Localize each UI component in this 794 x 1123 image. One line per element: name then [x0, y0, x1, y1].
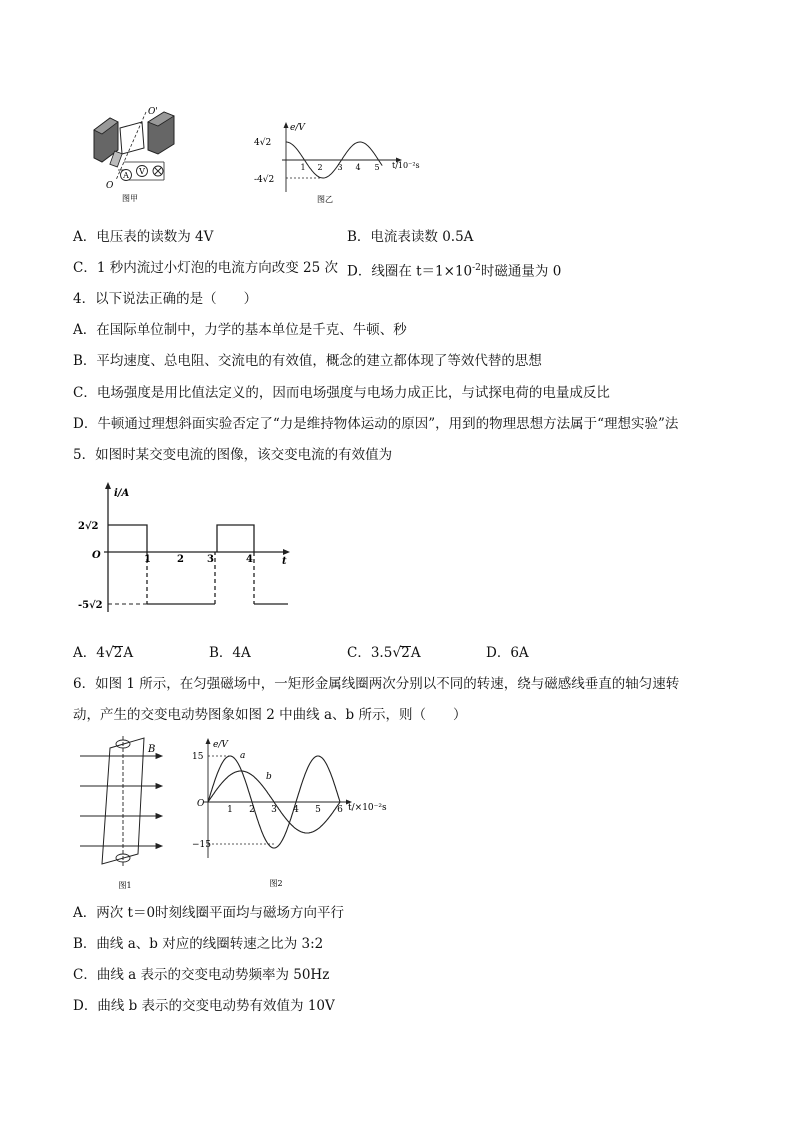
q4-stem: 4．以下说法正确的是（ ） — [73, 291, 258, 307]
q5-square-wave-graph — [76, 482, 298, 617]
yi-y-max-label: 4√2 — [254, 138, 272, 148]
fig2-curve-a-label: a — [240, 751, 246, 761]
yi-tick-2: 2 — [317, 163, 323, 172]
q6-option-c[interactable]: C．曲线 a 表示的交变电动势频率为 50Hz — [73, 967, 330, 983]
q5-tick-4: 4 — [246, 554, 253, 565]
q5-y-max-label: 2√2 — [78, 521, 99, 532]
q3-option-d[interactable]: D．线圈在 $t=1\times 10^{-2}$时磁通量为 0 — [347, 263, 562, 280]
fig-jia-caption: 图甲 — [122, 194, 138, 203]
q6-fig1-rotating-coil — [78, 734, 178, 894]
q5-option-c[interactable]: C．3.5√2A — [347, 645, 421, 661]
q6-fig2-emf-graph — [190, 738, 390, 890]
fig-yi-graph — [252, 120, 420, 206]
q3-option-a[interactable]: A．电压表的读数为 4V — [73, 229, 214, 245]
q4-option-b[interactable]: B．平均速度、总电阻、交流电的有效值，概念的建立都体现了等效代替的思想 — [73, 353, 542, 369]
o-prime-label: O' — [148, 107, 158, 117]
q6-option-a[interactable]: A．两次 t＝0时刻线圈平面均与磁场方向平行 — [73, 905, 345, 921]
fig2-y-min-label: −15 — [192, 840, 211, 850]
fig2-tick-1: 1 — [227, 805, 233, 815]
q5-option-d[interactable]: D．6A — [486, 645, 529, 661]
fig2-x-axis-label: t/×10⁻²s — [348, 803, 387, 813]
q4-option-d[interactable]: D．牛顿通过理想斜面实验否定了“力是维持物体运动的原因”，用到的物理思想方法属于“理想实验”法 — [73, 416, 679, 432]
yi-tick-4: 4 — [355, 163, 361, 172]
fig2-y-axis-label: e/V — [213, 740, 228, 750]
fig2-y-max-label: 15 — [192, 752, 204, 762]
q4-option-c[interactable]: C．电场强度是用比值法定义的，因而电场强度与电场力成正比，与试探电荷的电量成反比 — [73, 385, 610, 401]
yi-y-min-label: -4√2 — [254, 175, 275, 185]
meter-v-label: V — [139, 167, 145, 176]
yi-y-axis-label: e/V — [290, 123, 305, 133]
q6-stem-line-1: 6．如图 1 所示，在匀强磁场中，一矩形金属线圈两次分别以不同的转速，绕与磁感线垂直的轴匀速转 — [73, 676, 680, 692]
q5-y-axis-label: i/A — [114, 488, 130, 499]
q6-option-d[interactable]: D．曲线 b 表示的交变电动势有效值为 10V — [73, 998, 335, 1014]
fig2-curve-b-label: b — [266, 772, 272, 782]
q5-option-b[interactable]: B．4A — [209, 645, 251, 661]
q3-option-b[interactable]: B．电流表读数 0.5A — [347, 229, 474, 245]
q5-tick-2: 2 — [177, 554, 184, 565]
fig-jia-generator — [90, 108, 180, 203]
yi-tick-5: 5 — [374, 163, 380, 172]
fig2-tick-2: 2 — [249, 805, 255, 815]
q5-tick-1: 1 — [144, 554, 151, 565]
meter-a-label: A — [123, 171, 129, 180]
q5-y-min-label: -5√2 — [78, 600, 103, 611]
fig2-origin-label: O — [197, 799, 205, 809]
q6-option-b[interactable]: B．曲线 a、b 对应的线圈转速之比为 3:2 — [73, 936, 324, 952]
fig2-tick-4: 4 — [293, 805, 299, 815]
fig2-tick-5: 5 — [315, 805, 321, 815]
yi-tick-1: 1 — [300, 163, 306, 172]
q3-option-c[interactable]: C．1 秒内流过小灯泡的电流方向改变 25 次 — [73, 260, 338, 276]
q5-origin-label: O — [92, 550, 101, 561]
fig1-caption: 图1 — [118, 881, 132, 890]
q5-tick-3: 3 — [207, 554, 214, 565]
q5-stem: 5．如图时某交变电流的图像，该交变电流的有效值为 — [73, 447, 393, 463]
fig1-b-label: B — [148, 744, 156, 755]
fig2-tick-6: 6 — [337, 805, 343, 815]
fig2-caption: 图2 — [269, 879, 283, 888]
o-label: O — [106, 181, 114, 191]
q4-option-a[interactable]: A．在国际单位制中，力学的基本单位是千克、牛顿、秒 — [73, 322, 407, 338]
fig2-tick-3: 3 — [271, 805, 277, 815]
yi-tick-3: 3 — [337, 163, 343, 172]
yi-x-axis-label: t/10⁻²s — [392, 161, 420, 170]
q5-x-axis-label: t — [282, 556, 287, 567]
fig-yi-caption: 图乙 — [317, 195, 333, 204]
q5-option-a[interactable]: A．4√2A — [73, 645, 134, 661]
q6-stem-line-2: 动，产生的交变电动势图象如图 2 中曲线 a、b 所示，则（ ） — [73, 707, 467, 723]
